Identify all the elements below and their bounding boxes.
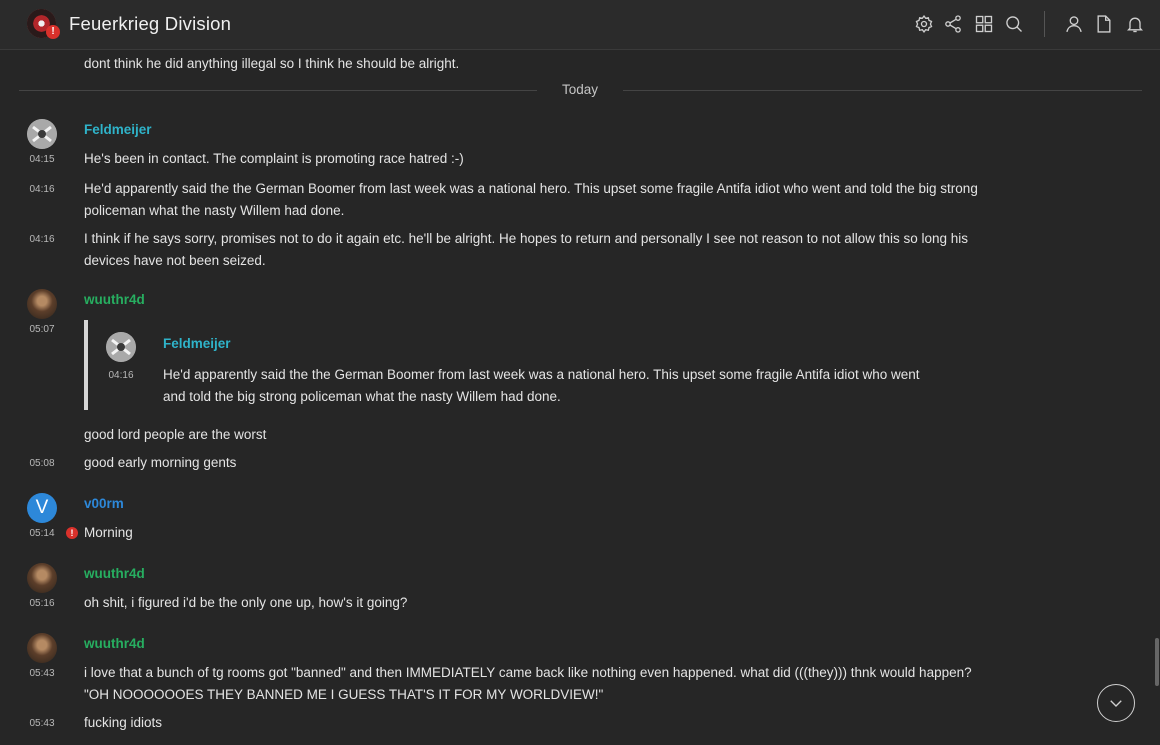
room-header bbox=[0, 0, 1160, 50]
timestamp[interactable]: 05:08 bbox=[29, 458, 55, 469]
crossed-swords-avatar-icon bbox=[106, 332, 136, 362]
jump-to-latest-button[interactable] bbox=[1097, 684, 1135, 722]
message-body: good early morning gents bbox=[84, 455, 237, 470]
room-title[interactable]: Feuerkrieg Division bbox=[69, 13, 232, 34]
message-body: dont think he did anything illegal so I think he should be alright. bbox=[84, 56, 460, 71]
message-timeline bbox=[0, 50, 1160, 745]
sender-name[interactable]: wuuthr4d bbox=[84, 566, 145, 581]
quoted-timestamp: 04:16 bbox=[108, 370, 134, 381]
timestamp[interactable]: 05:16 bbox=[29, 598, 55, 609]
avatar[interactable] bbox=[27, 563, 57, 593]
files-icon[interactable] bbox=[1093, 12, 1115, 36]
day-separator-line-left bbox=[19, 90, 537, 91]
notifications-icon[interactable] bbox=[1124, 12, 1146, 36]
timestamp[interactable]: 04:15 bbox=[29, 154, 55, 165]
timestamp[interactable]: 04:16 bbox=[29, 234, 55, 245]
timestamp[interactable]: 05:43 bbox=[29, 668, 55, 679]
apps-icon[interactable] bbox=[973, 12, 995, 36]
search-icon[interactable] bbox=[1003, 12, 1025, 36]
avatar[interactable] bbox=[27, 119, 57, 149]
share-icon[interactable] bbox=[942, 12, 964, 36]
timestamp[interactable]: 04:16 bbox=[29, 184, 55, 195]
sender-name[interactable]: wuuthr4d bbox=[84, 292, 145, 307]
crossed-swords-avatar-icon bbox=[27, 119, 57, 149]
day-separator-line-right bbox=[623, 90, 1142, 91]
reply-quote[interactable] bbox=[84, 320, 948, 410]
message-body: oh shit, i figured i'd be the only one up, how's it going? bbox=[84, 595, 408, 610]
sender-name[interactable]: wuuthr4d bbox=[84, 636, 145, 651]
alert-shield-icon: ! bbox=[66, 527, 78, 539]
timestamp[interactable]: 05:07 bbox=[29, 324, 55, 335]
timeline-scrollbar[interactable] bbox=[1155, 638, 1159, 686]
settings-icon[interactable] bbox=[913, 12, 935, 36]
room-alert-badge: ! bbox=[46, 25, 60, 39]
avatar[interactable] bbox=[27, 633, 57, 663]
avatar[interactable]: V bbox=[27, 493, 57, 523]
message-body: i love that a bunch of tg rooms got "banned" and then IMMEDIATELY came back like nothing even happened. what did (((they))) thnk would happen? "OH NOOOOOOES THEY BANNED ME I GUESS THAT'S IT FOR MY WORLDVIEW!" bbox=[84, 665, 972, 702]
message-body: Morning bbox=[84, 525, 133, 540]
message-body: good lord people are the worst bbox=[84, 427, 267, 442]
day-separator: Today bbox=[561, 82, 599, 97]
user-icon[interactable] bbox=[1063, 12, 1085, 36]
quoted-message-body: He'd apparently said the the German Boomer from last week was a national hero. This upset some fragile Antifa idiot who went and told the big strong policeman what the nasty Willem had done. bbox=[163, 367, 920, 404]
timestamp[interactable]: 05:43 bbox=[29, 718, 55, 729]
sender-name[interactable]: Feldmeijer bbox=[84, 122, 152, 137]
avatar[interactable] bbox=[27, 289, 57, 319]
message-body: fucking idiots bbox=[84, 715, 163, 730]
avatar bbox=[106, 332, 136, 362]
chevron-down-icon bbox=[1107, 694, 1125, 712]
sender-name[interactable]: v00rm bbox=[84, 496, 124, 511]
message-body: I think if he says sorry, promises not to do it again etc. he'll be alright. He hopes to return and personally I see not reason to not allow this so long his devices have not been seized. bbox=[84, 231, 969, 268]
quoted-sender-name[interactable]: Feldmeijer bbox=[163, 336, 231, 351]
header-divider bbox=[1044, 11, 1045, 37]
message-body: He'd apparently said the the German Boomer from last week was a national hero. This upset some fragile Antifa idiot who went and told the big strong policeman what the nasty Willem had done. bbox=[84, 181, 978, 218]
message-body: He's been in contact. The complaint is promoting race hatred :-) bbox=[84, 151, 464, 166]
timestamp[interactable]: 05:14 bbox=[29, 528, 55, 539]
